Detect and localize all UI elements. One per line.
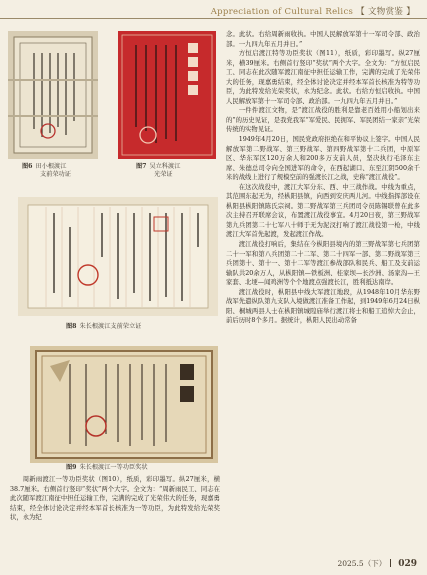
right-text-column	[226, 30, 420, 326]
red-certificate-illustration	[118, 31, 216, 159]
header-chinese: 【 文物赏鉴 】	[356, 7, 415, 17]
certificate-illustration	[8, 31, 98, 159]
figure-7-caption	[136, 163, 180, 179]
figure-8-number: 图8	[66, 323, 77, 330]
figure-8-image	[18, 197, 218, 316]
figure-7-caption-line1: 吴立科渡江	[149, 163, 181, 170]
figure-9-image	[30, 346, 218, 463]
figure-9-number: 图9	[66, 464, 77, 471]
award-certificate-illustration	[30, 346, 218, 463]
figure-7-number: 图7	[136, 163, 147, 170]
figure-6-caption-line1: 田小根渡江	[35, 163, 67, 170]
page-number: 029	[398, 559, 417, 569]
paragraph: 渡江战役时，枞阳县中线大军渡江地段，从1948年10月华东野战军先遣纵队第九支队入境做渡江准备工作起，到1949年6月24日枞阳、桐城两县人士在枞阳镇城隍庙举行渡江将士和船工追悼大会止，前后历时8个多月。据统计，枞阳人民出动常备	[226, 288, 420, 325]
issue-date: 2025.5（下）	[337, 559, 387, 568]
figure-6-number: 图6	[22, 163, 33, 170]
figure-9-caption	[66, 464, 148, 472]
paragraph: 一件件渡江文物，是“渡江战役的胜利是靠老百姓用小船划出来的”的历史见证，是我党我军“军爱民、民拥军、军民团结一家亲”光荣传统的实物见证。	[226, 107, 420, 134]
header-rule	[0, 18, 427, 19]
paragraph: 周新雨渡江一等功臣奖状（图10），纸质，彩印墨写。纵27厘米，横38.7厘米。右侧首行竖印“奖状”两个大字。全文为：“周新雨民工、同志在此次随军渡江南征中担任运输工作，完满的完成了光荣伟大的任务，现嘉勇结束，经全体讨论决定并经本军首长核准为一等功臣，为此特发给光荣奖状，永为纪	[10, 476, 220, 522]
left-text-column	[10, 475, 220, 523]
figure-8-caption	[66, 323, 141, 331]
paragraph: 渡江战役打响后，集结在今枞阳县境内的第三野战军第七兵团第二十一军和第八兵团第二十二军、第二十四军一部、第二野战军第三兵团第十、第十一、第十二军等渡江参战部队和民兵、船工及支前运输队共20余万人，从枞阳镇—铁板洲、桂家坝—长沙洲、汤家沟—王家套、北埂—闻鸡洲等个个地渡点强渡长江，胜利抵达南岸。	[226, 241, 420, 287]
figure-7-image	[118, 31, 216, 159]
running-header	[211, 5, 415, 17]
page-footer	[337, 558, 417, 569]
paragraph: 方恒启渡江特等功臣奖状（图11），纸质，彩印墨写。纵27厘米，横39厘米。右侧首行竖印“奖状”两个大字。全文为：“方恒启民工、同志在此次随军渡江南征中担任运输工作，完满的完成了光荣伟大的任务，现嘉勇结束，经全体讨论决定并经本军首长核准为特等功臣，为此特发给光荣奖状，永为纪念。此状。右给方恒启收执。中国人民解放军第十一军司令部、政治部。一九四九年五月并日。”	[226, 50, 420, 105]
figure-9-caption-line1: 朱长根渡江一等功臣奖状	[79, 464, 148, 471]
footer-divider	[390, 559, 391, 567]
paragraph: 念。此状。右给周新雨收执。中国人民解放军第十一军司令部、政治部。一九四九年五月并日。”	[226, 31, 420, 48]
figure-6-caption-line2: 支前荣功证	[40, 171, 71, 178]
figure-6-image	[8, 31, 98, 159]
paragraph: 在这次战役中，渡江大军分东、西、中三战作战。中线为重点，其范围东起无为，经枞阳县镇，向西到安庆两儿河。中线指挥部设在枞阳县枞阳镇陈氏宗祠。第二野战军第三兵团司令员陈锡联曾在此多次主持召开联席会议，布置渡江战役事宜。4月20日夜，第三野战军第九兵团第二十七军八十师于无为泥汊打响了渡江战役第一枪，中线渡江大军首先起渡，发起渡江作战。	[226, 183, 420, 239]
figure-8-caption-line1: 朱长根渡江支前荣立证	[79, 323, 142, 330]
figure-7-caption-line2: 光荣证	[154, 171, 173, 178]
ruled-certificate-illustration	[18, 197, 218, 316]
paragraph: 1949年4月20日，国民党政府拒绝在和平协议上签字。中国人民解放军第二野战军、第三野战军、第四野战军第十二兵团，中原军区、华东军区120万余人和200多万支前人员，坚决执行毛泽东主席、朱德总司令向全国进军的命令，在西起湖口、东至江阴500余千米的战线上进行了规模空前的强渡长江之战，史称“渡江战役”。	[226, 136, 420, 182]
figure-6-caption	[22, 163, 71, 179]
header-english: Appreciation of Cultural Relics	[210, 7, 354, 17]
